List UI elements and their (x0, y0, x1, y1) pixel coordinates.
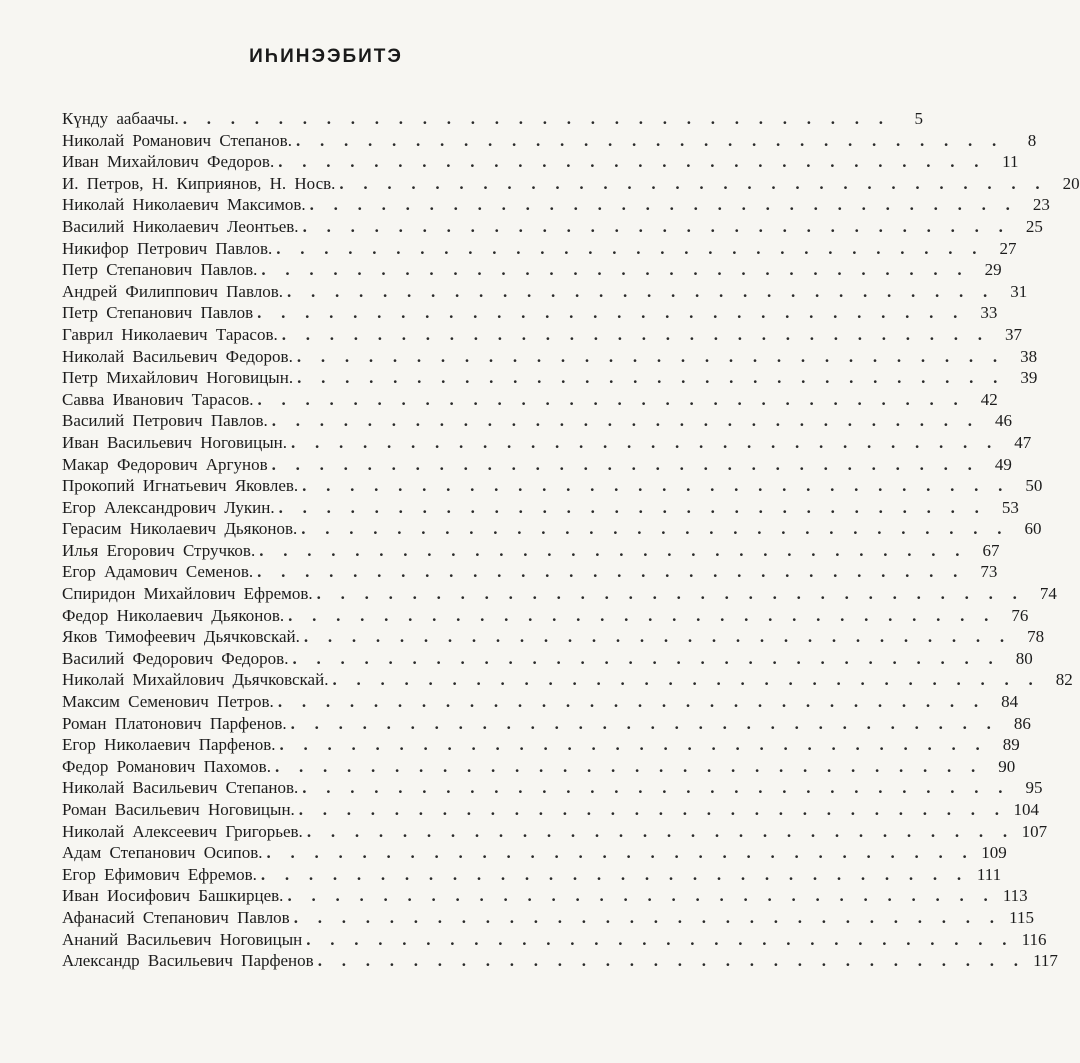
toc-entry-page-number: 82 (1055, 670, 1073, 690)
toc-entry (62, 194, 1050, 216)
toc-entry-title: Николай Николаевич Максимов. (62, 195, 306, 215)
toc-entry (62, 777, 1043, 799)
dot-leader: . . . . . . . . . . . . . . . . . . . . . . . . . . . . . . (332, 670, 1033, 690)
toc-entry-title: Александр Васильевич Парфенов (62, 951, 314, 971)
toc-entry-page-number: 90 (998, 756, 1016, 776)
dot-leader: . . . . . . . . . . . . . . . . . . . . . . . . . . . . . . (278, 497, 979, 517)
toc-entry (62, 648, 1033, 670)
toc-entry-page-number: 5 (914, 109, 923, 128)
toc-entry-title: Василий Петрович Павлов. (62, 411, 268, 431)
dot-leader: . . . . . . . . . . . . . . . . . . . . . . . . . . . . . . (182, 109, 883, 128)
toc-entry-title: Күнду аабаачы. (62, 109, 179, 128)
toc-entry-page-number: 113 (1002, 886, 1028, 906)
toc-entry (62, 497, 1019, 519)
toc-entry (62, 302, 998, 324)
toc-entry-page-number: 39 (1020, 368, 1038, 388)
toc-entry-title: Николай Михайлович Дьячковскай. (62, 670, 329, 690)
toc-entry-page-number: 60 (1024, 519, 1042, 539)
dot-leader: . . . . . . . . . . . . . . . . . . . . . . . . . . . . . . (296, 346, 998, 366)
toc-entry-title: Илья Егорович Стручков. (62, 540, 256, 560)
toc-entry-page-number: 104 (1013, 800, 1040, 819)
toc-entry (62, 799, 1040, 821)
toc-entry-page-number: 117 (1033, 951, 1058, 971)
toc-entry-title: Афанасий Степанович Павлов (62, 907, 290, 927)
toc-entry (62, 885, 1028, 907)
dot-leader: . . . . . . . . . . . . . . . . . . . . . . . . . . . . . . (271, 411, 972, 431)
toc-entry-title: Спиридон Михайлович Ефремов. (62, 584, 313, 604)
toc-entry-title: Никифор Петрович Павлов. (62, 238, 273, 258)
toc-entry-title: Роман Васильевич Ноговицын. (62, 800, 295, 819)
toc-entry-page-number: 31 (1010, 281, 1028, 301)
toc-entry (62, 432, 1032, 454)
toc-entry-title: Роман Платонович Парфенов. (62, 713, 287, 733)
toc-entry (62, 367, 1038, 389)
dot-leader: . . . . . . . . . . . . . . . . . . . . . . . . . . . . . . (292, 648, 993, 668)
dot-leader: . . . . . . . . . . . . . . . . . . . . . . . . . . . . . . (297, 368, 998, 388)
toc-entry-page-number: 109 (981, 843, 1007, 863)
toc-entry (62, 259, 1002, 281)
toc-entry-title: Егор Ефимович Ефремов. (62, 864, 257, 884)
toc-entry-page-number: 84 (1001, 692, 1019, 712)
dot-leader: . . . . . . . . . . . . . . . . . . . . . . . . . . . . . . (271, 454, 972, 474)
toc-entry-title: Егор Александрович Лукин. (62, 497, 275, 517)
toc-entry (62, 669, 1073, 691)
toc-entry-title: Андрей Филиппович Павлов. (62, 281, 284, 301)
toc-entry-page-number: 46 (994, 411, 1012, 431)
toc-entry (62, 561, 998, 583)
toc-entry-title: Петр Михайлович Ноговицын. (62, 368, 294, 388)
dot-leader: . . . . . . . . . . . . . . . . . . . . . . . . . . . . . . (276, 238, 977, 258)
toc-entry (62, 842, 1007, 864)
toc-entry-title: Максим Семенович Петров. (62, 692, 274, 712)
toc-entry-title: Иван Васильевич Ноговицын. (62, 432, 288, 452)
toc-entry (62, 756, 1016, 778)
dot-leader: . . . . . . . . . . . . . . . . . . . . . . . . . . . . . . (317, 951, 1018, 971)
dot-leader: . . . . . . . . . . . . . . . . . . . . . . . . . . . . . . (302, 778, 1003, 798)
toc-entry-title: Егор Николаевич Парфенов. (62, 735, 276, 755)
dot-leader: . . . . . . . . . . . . . . . . . . . . . . . . . . . . . . (290, 713, 991, 733)
table-of-contents (62, 108, 1080, 972)
toc-entry (62, 626, 1045, 648)
dot-leader: . . . . . . . . . . . . . . . . . . . . . . . . . . . . . . (303, 627, 1005, 647)
toc-entry-page-number: 33 (980, 303, 998, 323)
toc-entry (62, 238, 1017, 260)
toc-entry (62, 691, 1019, 713)
toc-entry-title: Николай Васильевич Федоров. (62, 346, 293, 366)
toc-entry (62, 346, 1038, 368)
dot-leader: . . . . . . . . . . . . . . . . . . . . . . . . . . . . . . (295, 130, 997, 150)
toc-entry-title: Федор Николаевич Дьяконов. (62, 605, 285, 625)
dot-leader: . . . . . . . . . . . . . . . . . . . . . . . . . . . . . . (302, 216, 1003, 236)
dot-leader: . . . . . . . . . . . . . . . . . . . . . . . . . . . . . . (257, 303, 958, 323)
toc-entry (62, 475, 1043, 497)
dot-leader: . . . . . . . . . . . . . . . . . . . . . . . . . . . . . . (298, 800, 1000, 819)
toc-entry (62, 130, 1037, 152)
toc-entry (62, 281, 1028, 303)
toc-entry-page-number: 86 (1013, 713, 1031, 733)
toc-entry-title: Петр Степанович Павлов. (62, 260, 258, 280)
dot-leader: . . . . . . . . . . . . . . . . . . . . . . . . . . . . . . (287, 886, 988, 906)
toc-entry-page-number: 80 (1015, 648, 1033, 668)
page-title: ИҺИНЭЭБИТЭ (249, 46, 403, 67)
dot-leader: . . . . . . . . . . . . . . . . . . . . . . . . . . . . . . (266, 843, 967, 863)
toc-entry (62, 518, 1042, 540)
toc-entry-page-number: 23 (1032, 195, 1050, 215)
toc-entry (62, 907, 1034, 929)
toc-entry-title: Федор Романович Пахомов. (62, 756, 271, 776)
toc-entry-page-number: 50 (1025, 476, 1043, 496)
toc-entry-title: Николай Алексеевич Григорьев. (62, 821, 303, 841)
toc-entry (62, 151, 1019, 173)
dot-leader: . . . . . . . . . . . . . . . . . . . . . . . . . . . . . . (339, 173, 1040, 193)
toc-entry-page-number: 8 (1027, 130, 1037, 150)
toc-entry-page-number: 111 (976, 864, 1002, 884)
toc-entry-title: Николай Романович Степанов. (62, 130, 292, 150)
dot-leader: . . . . . . . . . . . . . . . . . . . . . . . . . . . . . . (306, 929, 1007, 949)
toc-entry (62, 454, 1012, 476)
toc-entry-title: Василий Николаевич Леонтьев. (62, 216, 299, 236)
dot-leader: . . . . . . . . . . . . . . . . . . . . . . . . . . . . . . (301, 519, 1002, 539)
toc-entry-title: Василий Федорович Федоров. (62, 648, 289, 668)
toc-entry-title: Прокопий Игнатьевич Яковлев. (62, 476, 299, 496)
toc-entry-page-number: 27 (999, 238, 1017, 258)
dot-leader: . . . . . . . . . . . . . . . . . . . . . . . . . . . . . . (287, 281, 988, 301)
toc-entry (62, 605, 1029, 627)
toc-entry-page-number: 107 (1021, 821, 1048, 841)
toc-entry-title: Савва Иванович Тарасов. (62, 389, 254, 409)
toc-entry-title: Николай Васильевич Степанов. (62, 778, 299, 798)
toc-entry (62, 173, 1080, 195)
toc-entry (62, 734, 1020, 756)
toc-entry-page-number: 73 (980, 562, 998, 582)
dot-leader: . . . . . . . . . . . . . . . . . . . . . . . . . . . . . . (293, 907, 994, 927)
toc-entry-title: Макар Федорович Аргунов (62, 454, 268, 474)
toc-entry-page-number: 47 (1014, 432, 1032, 452)
toc-entry-title: Иван Михайлович Федоров. (62, 152, 275, 172)
dot-leader: . . . . . . . . . . . . . . . . . . . . . . . . . . . . . . (302, 476, 1003, 496)
toc-entry-page-number: 95 (1025, 778, 1043, 798)
toc-entry (62, 929, 1047, 951)
toc-entry-page-number: 20 (1062, 173, 1080, 193)
toc-entry-page-number: 25 (1025, 216, 1043, 236)
toc-entry-page-number: 37 (1004, 324, 1022, 344)
toc-entry (62, 324, 1022, 346)
dot-leader: . . . . . . . . . . . . . . . . . . . . . . . . . . . . . . (291, 432, 992, 452)
dot-leader: . . . . . . . . . . . . . . . . . . . . . . . . . . . . . . (309, 195, 1010, 215)
toc-entry-title: Ананий Васильевич Ноговицын (62, 929, 303, 949)
toc-entry-page-number: 67 (982, 540, 1000, 560)
dot-leader: . . . . . . . . . . . . . . . . . . . . . . . . . . . . . . (281, 324, 982, 344)
dot-leader: . . . . . . . . . . . . . . . . . . . . . . . . . . . . . . (259, 540, 960, 560)
toc-entry-page-number: 116 (1021, 929, 1047, 949)
toc-entry-title: Петр Степанович Павлов (62, 303, 254, 323)
toc-entry (62, 410, 1012, 432)
dot-leader: . . . . . . . . . . . . . . . . . . . . . . . . . . . . . . (306, 821, 1008, 841)
toc-entry (62, 389, 998, 411)
dot-leader: . . . . . . . . . . . . . . . . . . . . . . . . . . . . . . (278, 152, 979, 172)
toc-entry-title: Иван Иосифович Башкирцев. (62, 886, 284, 906)
dot-leader: . . . . . . . . . . . . . . . . . . . . . . . . . . . . . . (279, 735, 980, 755)
dot-leader: . . . . . . . . . . . . . . . . . . . . . . . . . . . . . . (316, 584, 1017, 604)
toc-entry-page-number: 78 (1027, 627, 1045, 647)
toc-entry-title: Егор Адамович Семенов. (62, 562, 254, 582)
toc-entry-page-number: 74 (1039, 584, 1057, 604)
toc-entry (62, 864, 1002, 886)
toc-entry-page-number: 11 (1002, 152, 1019, 172)
toc-entry (62, 540, 1000, 562)
toc-entry-title: Гаврил Николаевич Тарасов. (62, 324, 278, 344)
toc-entry-title: Адам Степанович Осипов. (62, 843, 263, 863)
toc-entry-page-number: 53 (1001, 497, 1019, 517)
dot-leader: . . . . . . . . . . . . . . . . . . . . . . . . . . . . . . (257, 389, 958, 409)
toc-entry-page-number: 29 (984, 260, 1002, 280)
toc-entry-title: Яков Тимофеевич Дьячковскай. (62, 627, 300, 647)
toc-entry-page-number: 42 (980, 389, 998, 409)
toc-entry-page-number: 89 (1002, 735, 1020, 755)
toc-entry (62, 108, 923, 130)
toc-entry-page-number: 76 (1011, 605, 1029, 625)
toc-entry (62, 950, 1058, 972)
toc-entry-title: И. Петров, Н. Киприянов, Н. Носв. (62, 173, 336, 193)
toc-entry-page-number: 115 (1009, 907, 1034, 927)
toc-entry-page-number: 38 (1020, 346, 1038, 366)
toc-entry (62, 821, 1048, 843)
toc-entry (62, 216, 1043, 238)
dot-leader: . . . . . . . . . . . . . . . . . . . . . . . . . . . . . . (261, 260, 962, 280)
dot-leader: . . . . . . . . . . . . . . . . . . . . . . . . . . . . . . (274, 756, 976, 776)
dot-leader: . . . . . . . . . . . . . . . . . . . . . . . . . . . . . . (260, 864, 962, 884)
dot-leader: . . . . . . . . . . . . . . . . . . . . . . . . . . . . . . (257, 562, 958, 582)
dot-leader: . . . . . . . . . . . . . . . . . . . . . . . . . . . . . . (277, 692, 979, 712)
toc-entry-title: Герасим Николаевич Дьяконов. (62, 519, 298, 539)
toc-entry (62, 713, 1031, 735)
toc-entry (62, 583, 1057, 605)
toc-entry-page-number: 49 (994, 454, 1012, 474)
dot-leader: . . . . . . . . . . . . . . . . . . . . . . . . . . . . . . (288, 605, 989, 625)
